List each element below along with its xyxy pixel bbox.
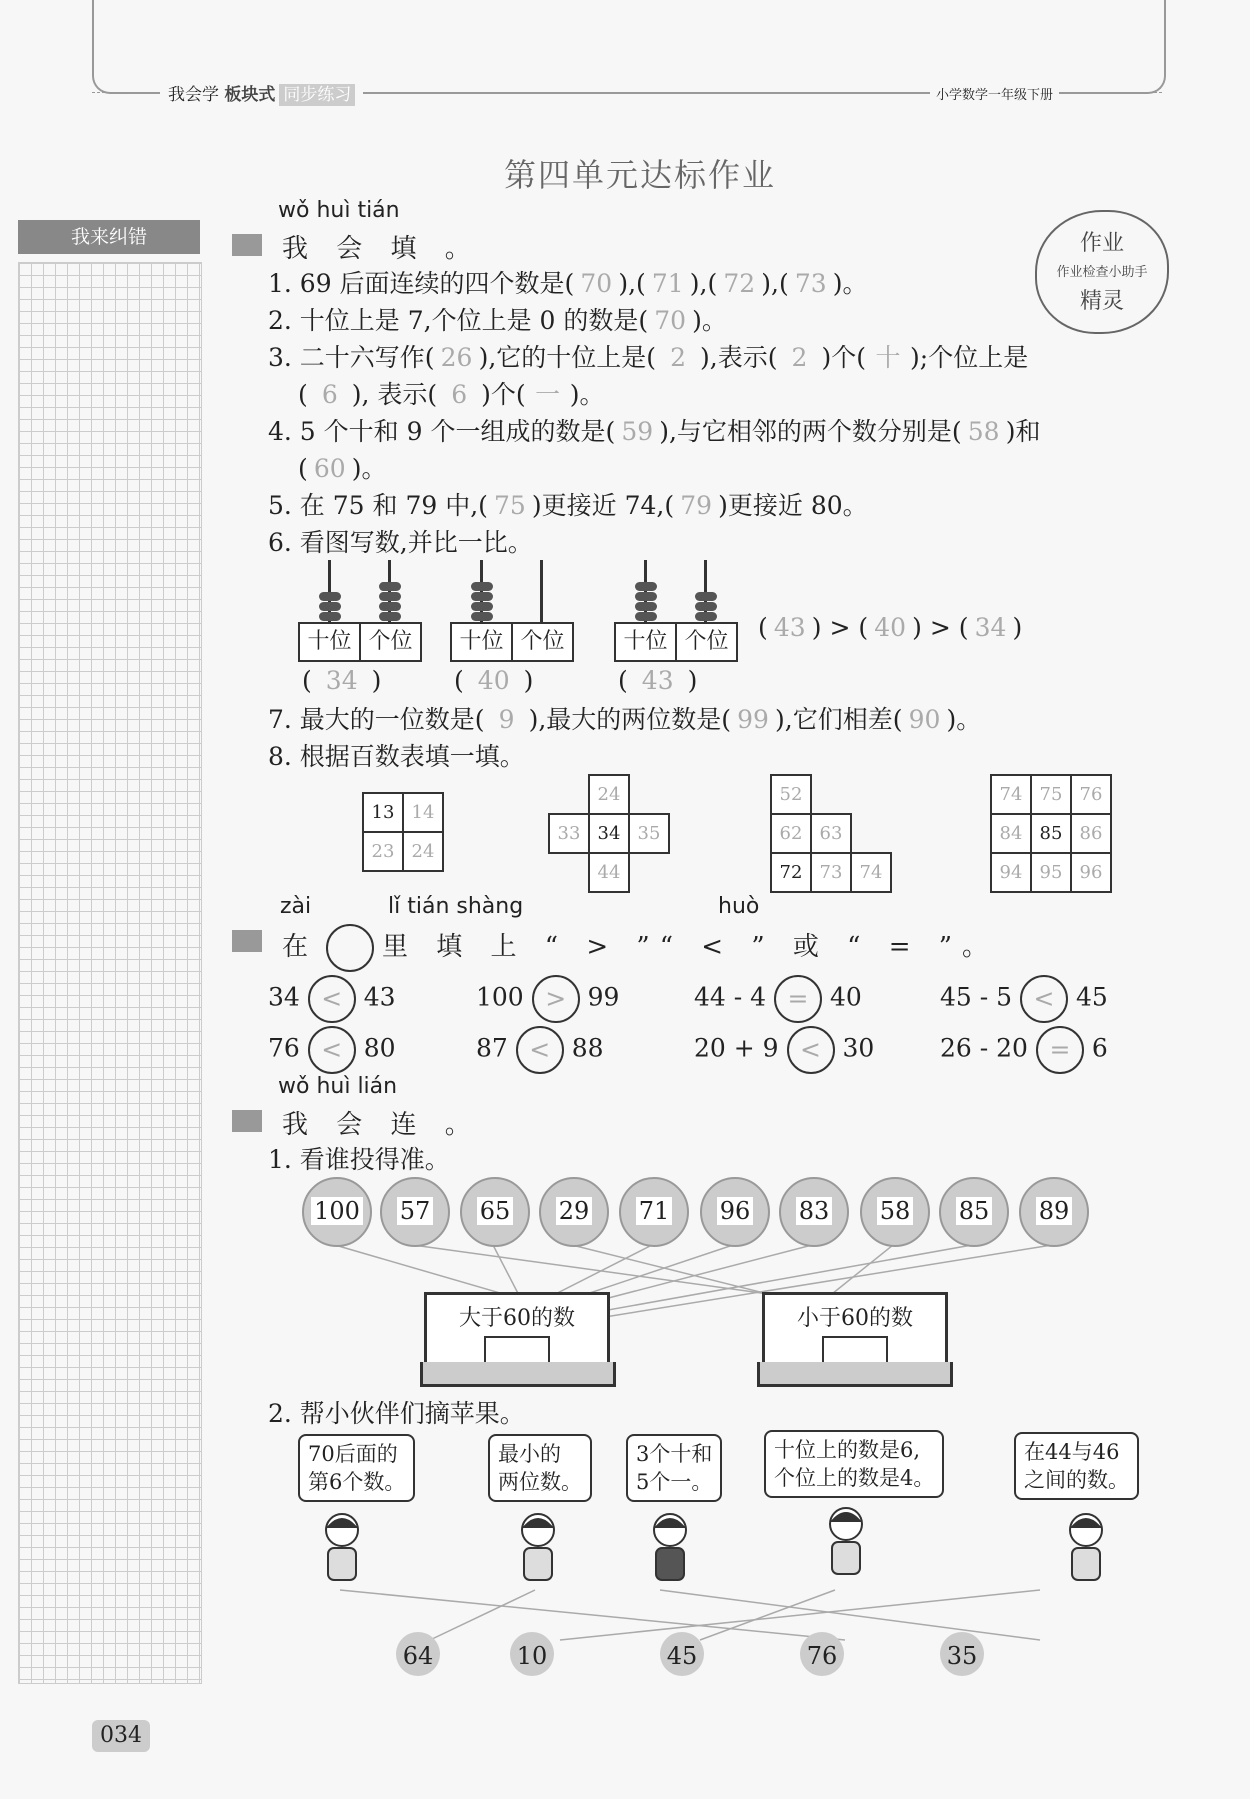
q3-text: )。 (569, 380, 605, 409)
hoop-board-greater[interactable] (424, 1292, 610, 1368)
cmp-circle: < (308, 1026, 356, 1074)
abacus-2-answer: ( 40 ) (454, 666, 534, 695)
q7-text: 7. 最大的一位数是( (268, 705, 485, 734)
cmp-circle: < (516, 1026, 564, 1074)
apple[interactable] (396, 1632, 440, 1676)
cmp-right: 88 (571, 1033, 604, 1063)
board-base (420, 1362, 616, 1387)
q3-answer: 十 (875, 343, 901, 372)
basketball[interactable] (1019, 1177, 1089, 1247)
q4-answer: 59 (621, 417, 654, 446)
q7-answer: 9 (498, 705, 515, 734)
kid-icon (1056, 1510, 1116, 1592)
q5-answer: 75 (494, 491, 526, 520)
abacus-value: 43 (641, 666, 674, 695)
cmp-left: 26 - 20 (940, 1033, 1028, 1063)
grid-cell: 76 (1071, 775, 1111, 814)
c2-text: 2. 帮小伙伴们摘苹果。 (268, 1399, 525, 1428)
stamp-line1: 作业 (1079, 231, 1124, 256)
basketball[interactable] (380, 1177, 450, 1247)
ball-number: 29 (556, 1197, 593, 1225)
cmp-right: 30 (842, 1033, 875, 1063)
q4-answer: 58 (967, 417, 1000, 446)
ball-number: 58 (877, 1197, 914, 1225)
q3-text: ),表示( (700, 343, 778, 372)
grid-cell: 94 (991, 853, 1031, 892)
cmp-left: 45 - 5 (940, 982, 1013, 1012)
sec2-instruction: 里 填 上 “ > ”“ < ” 或 “ = ”。 (382, 932, 999, 962)
apple[interactable] (940, 1632, 984, 1676)
bubble-line: 70后面的 (308, 1442, 398, 1466)
cmp-right: 45 (1075, 982, 1108, 1012)
q3-text: 3. 二十六写作( (268, 343, 435, 372)
stamp-line3: 精灵 (1079, 289, 1124, 314)
compare-answer: 43 (773, 613, 806, 642)
cmp-circle: < (308, 975, 356, 1023)
basketball[interactable] (539, 1177, 609, 1247)
cmp-left: 87 (476, 1033, 508, 1063)
q1-answer: 70 (580, 269, 613, 298)
basketball[interactable] (860, 1177, 930, 1247)
q6-compare: ( 43 ) > ( 40 ) > ( 34 ) (758, 613, 1023, 642)
subtitle-tag: 同步练习 (279, 84, 355, 106)
brand-text: 我会学 (168, 85, 219, 105)
cmp-right: 43 (363, 982, 396, 1012)
sec2-word: 在 (282, 932, 319, 962)
cmp-circle: = (1036, 1026, 1084, 1074)
q4-line2: ( 60 )。 (298, 454, 387, 483)
ones-label: 个位 (359, 624, 420, 660)
q7-text: )。 (946, 705, 982, 734)
bubble-line: 最小的 (498, 1442, 561, 1466)
q3-text: );个位上是 (910, 343, 1029, 372)
apple-number: 10 (516, 1642, 548, 1670)
q4-text: )。 (351, 454, 387, 483)
ball-number: 83 (796, 1197, 833, 1225)
ball-number: 85 (956, 1197, 993, 1225)
ones-label: 个位 (675, 624, 736, 660)
bubble-line: 十位上的数是6, (774, 1438, 921, 1462)
page-number: 034 (92, 1720, 150, 1752)
q4-text: 4. 5 个十和 9 个一组成的数是( (268, 417, 616, 446)
page-title: 第四单元达标作业 (503, 156, 776, 194)
series-text: 板块式 (224, 85, 276, 105)
q3-text: ), 表示( (351, 380, 438, 409)
grid-cell: 85 (1031, 814, 1071, 853)
grid-cell: 33 (549, 814, 589, 853)
kid-icon (508, 1510, 568, 1592)
apple[interactable] (660, 1632, 704, 1676)
hoop-board-less[interactable] (762, 1292, 948, 1368)
speech-bubble-1 (298, 1434, 415, 1502)
bubble-line: 3个十和 (636, 1442, 713, 1466)
apple-number: 35 (946, 1642, 978, 1670)
kid-icon (816, 1504, 876, 1586)
speech-bubble-3 (626, 1434, 722, 1502)
apple[interactable] (800, 1632, 844, 1676)
q4-answer: 60 (313, 454, 346, 483)
grid-cell: 24 (403, 832, 443, 871)
q5-answer: 79 (680, 491, 713, 520)
q1-answer: 72 (723, 269, 756, 298)
cmp-circle: < (787, 1026, 835, 1074)
compare-answer: 34 (974, 613, 1007, 642)
grid-cell: 44 (589, 853, 629, 892)
grid-cell: 75 (1031, 775, 1071, 814)
q7-answer: 99 (737, 705, 769, 734)
q7-text: ),它们相差( (775, 705, 903, 734)
sec1-heading: 我 会 填 。 (282, 234, 481, 264)
abacus-value: 34 (325, 666, 358, 695)
bubble-line: 之间的数。 (1024, 1468, 1129, 1492)
q7-text: ),最大的两位数是( (528, 705, 732, 734)
basketball[interactable] (779, 1177, 849, 1247)
bubble-line: 第6个数。 (308, 1470, 406, 1494)
grid-cell: 95 (1031, 853, 1071, 892)
board-label: 大于60的数 (459, 1306, 575, 1331)
ball-number: 57 (397, 1197, 434, 1225)
q3-answer: 一 (535, 380, 561, 409)
q1-answer: 73 (794, 269, 827, 298)
bubble-line: 在44与46 (1024, 1440, 1120, 1464)
cmp-left: 20 + 9 (694, 1033, 779, 1063)
basketball[interactable] (460, 1177, 530, 1247)
sec3-pinyin: wǒ huì lián (278, 1074, 398, 1099)
grid-cell: 52 (771, 775, 811, 814)
tens-label: 十位 (307, 629, 352, 654)
q2: 2. 十位上是 7,个位上是 0 的数是( 70 )。 (268, 306, 727, 335)
q3-line2: ( 6 ), 表示( 6 )个( 一 )。 (298, 375, 604, 411)
q1: 1. 69 后面连续的四个数是( 70 ),( 71 ),( 72 ),( 73 )。 (268, 269, 868, 298)
q3-answer: 6 (321, 380, 338, 409)
q3-answer: 2 (791, 343, 808, 372)
grid-cell: 13 (363, 793, 403, 832)
sec1-pinyin: wǒ huì tián (278, 198, 400, 223)
grid-cell: 62 (771, 814, 811, 853)
hoop-icon (484, 1336, 550, 1362)
q7-answer: 90 (908, 705, 941, 734)
grid-cell: 14 (403, 793, 443, 832)
grid-cell: 24 (589, 775, 629, 814)
apple-number: 64 (402, 1642, 434, 1670)
cmp-right: 40 (829, 982, 862, 1012)
bubble-line: 5个一。 (636, 1470, 713, 1494)
basketball[interactable] (302, 1177, 372, 1247)
speech-bubble-4 (764, 1430, 944, 1498)
abacus-1-answer: ( 34 ) (302, 666, 382, 695)
grid-cell: 35 (629, 814, 669, 853)
grid-cell: 72 (771, 853, 811, 892)
sec3-heading: 我 会 连 。 (282, 1110, 481, 1140)
grid-cell: 63 (811, 814, 851, 853)
grid-cell: 96 (1071, 853, 1111, 892)
q6-text: 6. 看图写数,并比一比。 (268, 528, 533, 557)
ones-label: 个位 (511, 624, 572, 660)
kid-icon (640, 1510, 700, 1592)
ball-number: 89 (1036, 1197, 1073, 1225)
abacus-3-answer: ( 43 ) (618, 666, 698, 695)
cmp-right: 80 (363, 1033, 396, 1063)
kid-icon (312, 1510, 372, 1592)
bubble-line: 个位上的数是4。 (774, 1466, 935, 1490)
q3-text: )个( (821, 343, 867, 372)
tens-label: 十位 (459, 629, 504, 654)
ball-number: 71 (636, 1197, 673, 1225)
board-label: 小于60的数 (797, 1306, 913, 1331)
q8-text: 8. 根据百数表填一填。 (268, 742, 525, 771)
book-name: 小学数学一年级下册 (930, 84, 1059, 103)
speech-bubble-5 (1014, 1432, 1139, 1500)
grid-cell: 74 (851, 853, 891, 892)
sec2-pinyin: zài (280, 894, 312, 919)
apple-number: 45 (666, 1642, 698, 1670)
ball-number: 100 (311, 1197, 363, 1225)
q3-answer: 2 (670, 343, 686, 372)
bubble-line: 两位数。 (498, 1470, 582, 1494)
cmp-circle: > (532, 975, 580, 1023)
stamp-line2: 作业检查小助手 (1056, 265, 1148, 280)
cmp-left: 34 (268, 982, 300, 1012)
basketball[interactable] (939, 1177, 1009, 1247)
q1-answer: 71 (651, 269, 684, 298)
cmp-left: 100 (476, 982, 524, 1012)
cmp-right: 6 (1091, 1033, 1108, 1063)
q3-text: )个( (481, 380, 526, 409)
grid-cell: 23 (363, 832, 403, 871)
sidebar-tab: 我来纠错 (18, 220, 200, 254)
q3-answer: 6 (451, 380, 468, 409)
cmp-right: 99 (587, 982, 620, 1012)
speech-bubble-2 (488, 1434, 592, 1502)
apple[interactable] (510, 1632, 554, 1676)
board-base (757, 1362, 953, 1387)
cmp-circle: = (774, 975, 822, 1023)
grid-cell: 34 (589, 814, 629, 853)
q4-text: ),与它相邻的两个数分别是( (659, 417, 962, 446)
cmp-left: 76 (268, 1033, 300, 1063)
tens-label: 十位 (623, 629, 668, 654)
q1-text: 1. 69 后面连续的四个数是( (268, 269, 575, 298)
grid-cell: 86 (1071, 814, 1111, 853)
ball-number: 65 (477, 1197, 514, 1225)
basketball[interactable] (700, 1177, 770, 1247)
q4-text: )和 (1005, 417, 1041, 446)
q3-text: ),它的十位上是( (478, 343, 657, 372)
c1-text: 1. 看谁投得准。 (268, 1145, 450, 1174)
q5-text: )更接近 74,( (531, 491, 675, 520)
apple-number: 76 (806, 1642, 838, 1670)
cmp-left: 44 - 4 (694, 982, 767, 1012)
sec2-pinyin: lǐ tián shàng (388, 894, 524, 919)
q3-answer: 26 (440, 343, 473, 372)
sec2-pinyin: huò (718, 894, 760, 919)
q2-text: 2. 十位上是 7,个位上是 0 的数是( (268, 306, 649, 335)
q5-text: 5. 在 75 和 79 中,( (268, 491, 488, 520)
grid-cell: 84 (991, 814, 1031, 853)
cmp-circle: < (1020, 975, 1068, 1023)
ball-number: 96 (717, 1197, 754, 1225)
q2-answer: 70 (654, 306, 687, 335)
grid-cell: 74 (991, 775, 1031, 814)
compare-answer: 40 (874, 613, 907, 642)
hoop-icon (822, 1336, 888, 1362)
basketball[interactable] (619, 1177, 689, 1247)
q5-text: )更接近 80。 (718, 491, 868, 520)
grid-cell: 73 (811, 853, 851, 892)
abacus-value: 40 (477, 666, 510, 695)
